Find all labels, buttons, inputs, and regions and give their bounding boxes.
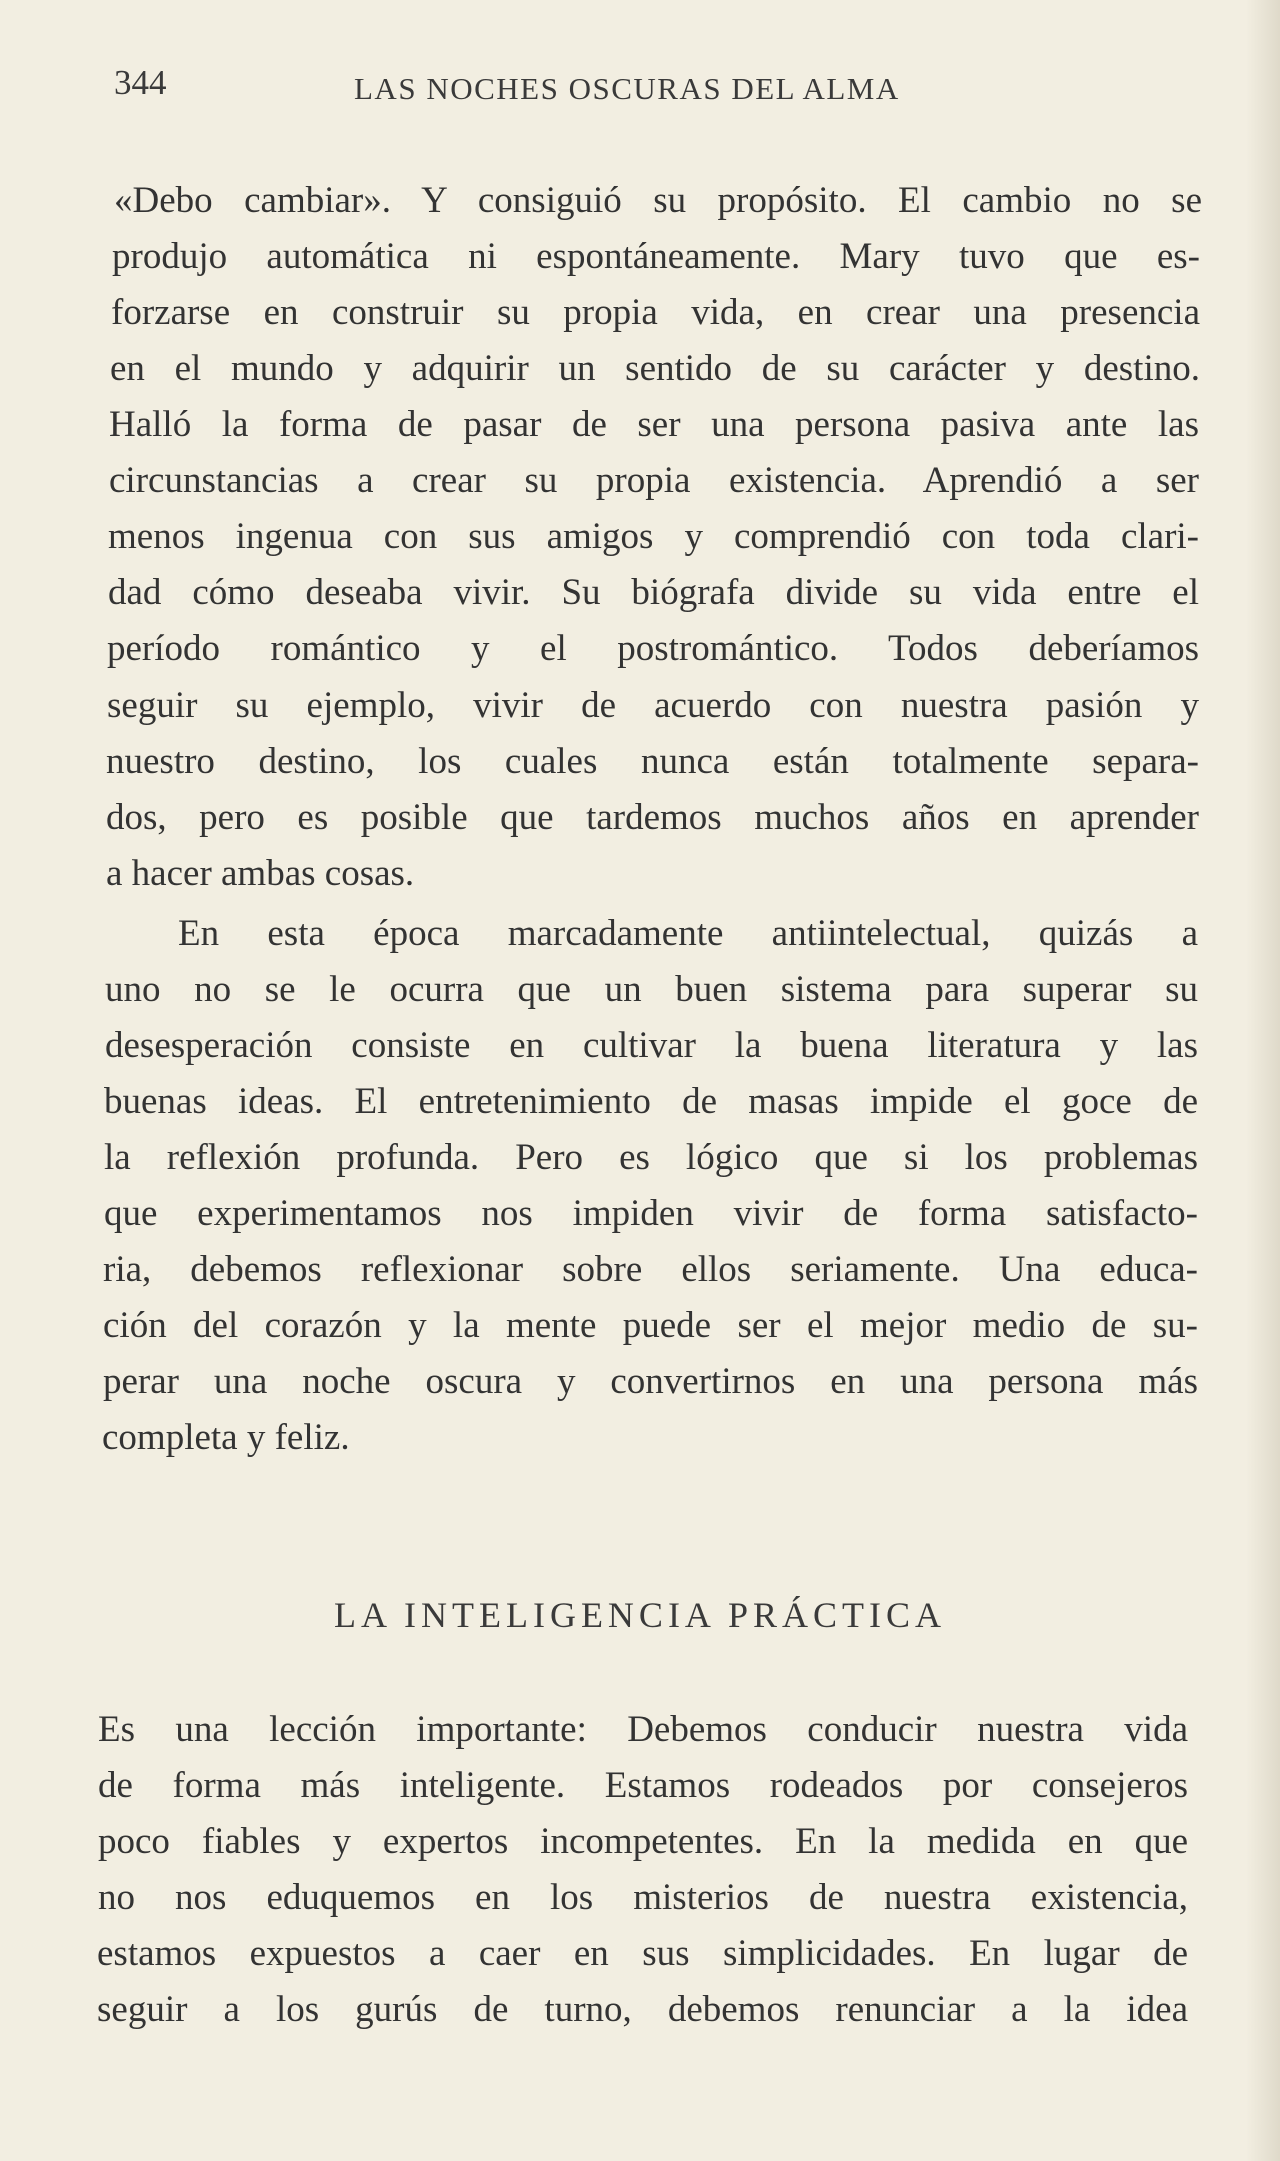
paragraph-1-line: seguir su ejemplo, vivir de acuerdo con nuestra pasión y (107, 685, 1199, 726)
paragraph-2-line: ria, debemos reflexionar sobre ellos seriamente. Una educa- (103, 1249, 1198, 1290)
paragraph-3-line: poco fiables y expertos incompetentes. En la medida en que (98, 1821, 1188, 1862)
paragraph-1-line: período romántico y el postromántico. Todos deberíamos (107, 628, 1199, 669)
paragraph-1-line: dad cómo deseaba vivir. Su biógrafa divide su vida entre el (108, 572, 1199, 613)
paragraph-3-line: estamos expuestos a caer en sus simplicidades. En lugar de (97, 1933, 1188, 1974)
paragraph-1-line: dos, pero es posible que tardemos muchos años en aprender (106, 797, 1199, 838)
paragraph-2-line: uno no se le ocurra que un buen sistema para superar su (105, 969, 1198, 1010)
paragraph-2-line: desesperación consiste en cultivar la buena literatura y las (105, 1025, 1198, 1066)
paragraph-1-line: produjo automática ni espontáneamente. Mary tuvo que es- (112, 236, 1200, 277)
paragraph-3-line: Es una lección importante: Debemos conducir nuestra vida (98, 1709, 1188, 1750)
page-edge-shadow (1246, 0, 1280, 2161)
paragraph-2-line: En esta época marcadamente antiintelectual, quizás a (178, 913, 1198, 954)
paragraph-1-line: «Debo cambiar». Y consiguió su propósito. El cambio no se (114, 180, 1202, 221)
section-heading: LA INTELIGENCIA PRÁCTICA (334, 1595, 946, 1635)
paragraph-1-line: a hacer ambas cosas. (106, 853, 415, 894)
paragraph-1-line: menos ingenua con sus amigos y comprendió con toda clari- (108, 516, 1199, 557)
paragraph-1-line: forzarse en construir su propia vida, en crear una presencia (111, 292, 1200, 333)
paragraph-2-line: completa y feliz. (102, 1417, 350, 1458)
paragraph-3-line: seguir a los gurús de turno, debemos renunciar a la idea (97, 1989, 1188, 2030)
running-header (114, 58, 1154, 108)
paragraph-2-line: ción del corazón y la mente puede ser el mejor medio de su- (103, 1305, 1198, 1346)
paragraph-2-line: que experimentamos nos impiden vivir de forma satisfacto- (104, 1193, 1198, 1234)
paragraph-2-line: buenas ideas. El entretenimiento de masas impide el goce de (104, 1081, 1198, 1122)
paragraph-3-line: no nos eduquemos en los misterios de nuestra existencia, (98, 1877, 1188, 1918)
paragraph-2-line: perar una noche oscura y convertirnos en una persona más (103, 1361, 1198, 1402)
page-number: 344 (114, 63, 167, 102)
paragraph-1-line: Halló la forma de pasar de ser una persona pasiva ante las (109, 404, 1199, 445)
paragraph-1-line: nuestro destino, los cuales nunca están totalmente separa- (106, 741, 1199, 782)
running-title: LAS NOCHES OSCURAS DEL ALMA (354, 71, 900, 106)
paragraph-2-line: la reflexión profunda. Pero es lógico que si los problemas (104, 1137, 1198, 1178)
paragraph-1-line: circunstancias a crear su propia existencia. Aprendió a ser (109, 460, 1199, 501)
paragraph-3-line: de forma más inteligente. Estamos rodeados por consejeros (98, 1765, 1188, 1806)
paragraph-1-line: en el mundo y adquirir un sentido de su carácter y destino. (110, 348, 1200, 389)
